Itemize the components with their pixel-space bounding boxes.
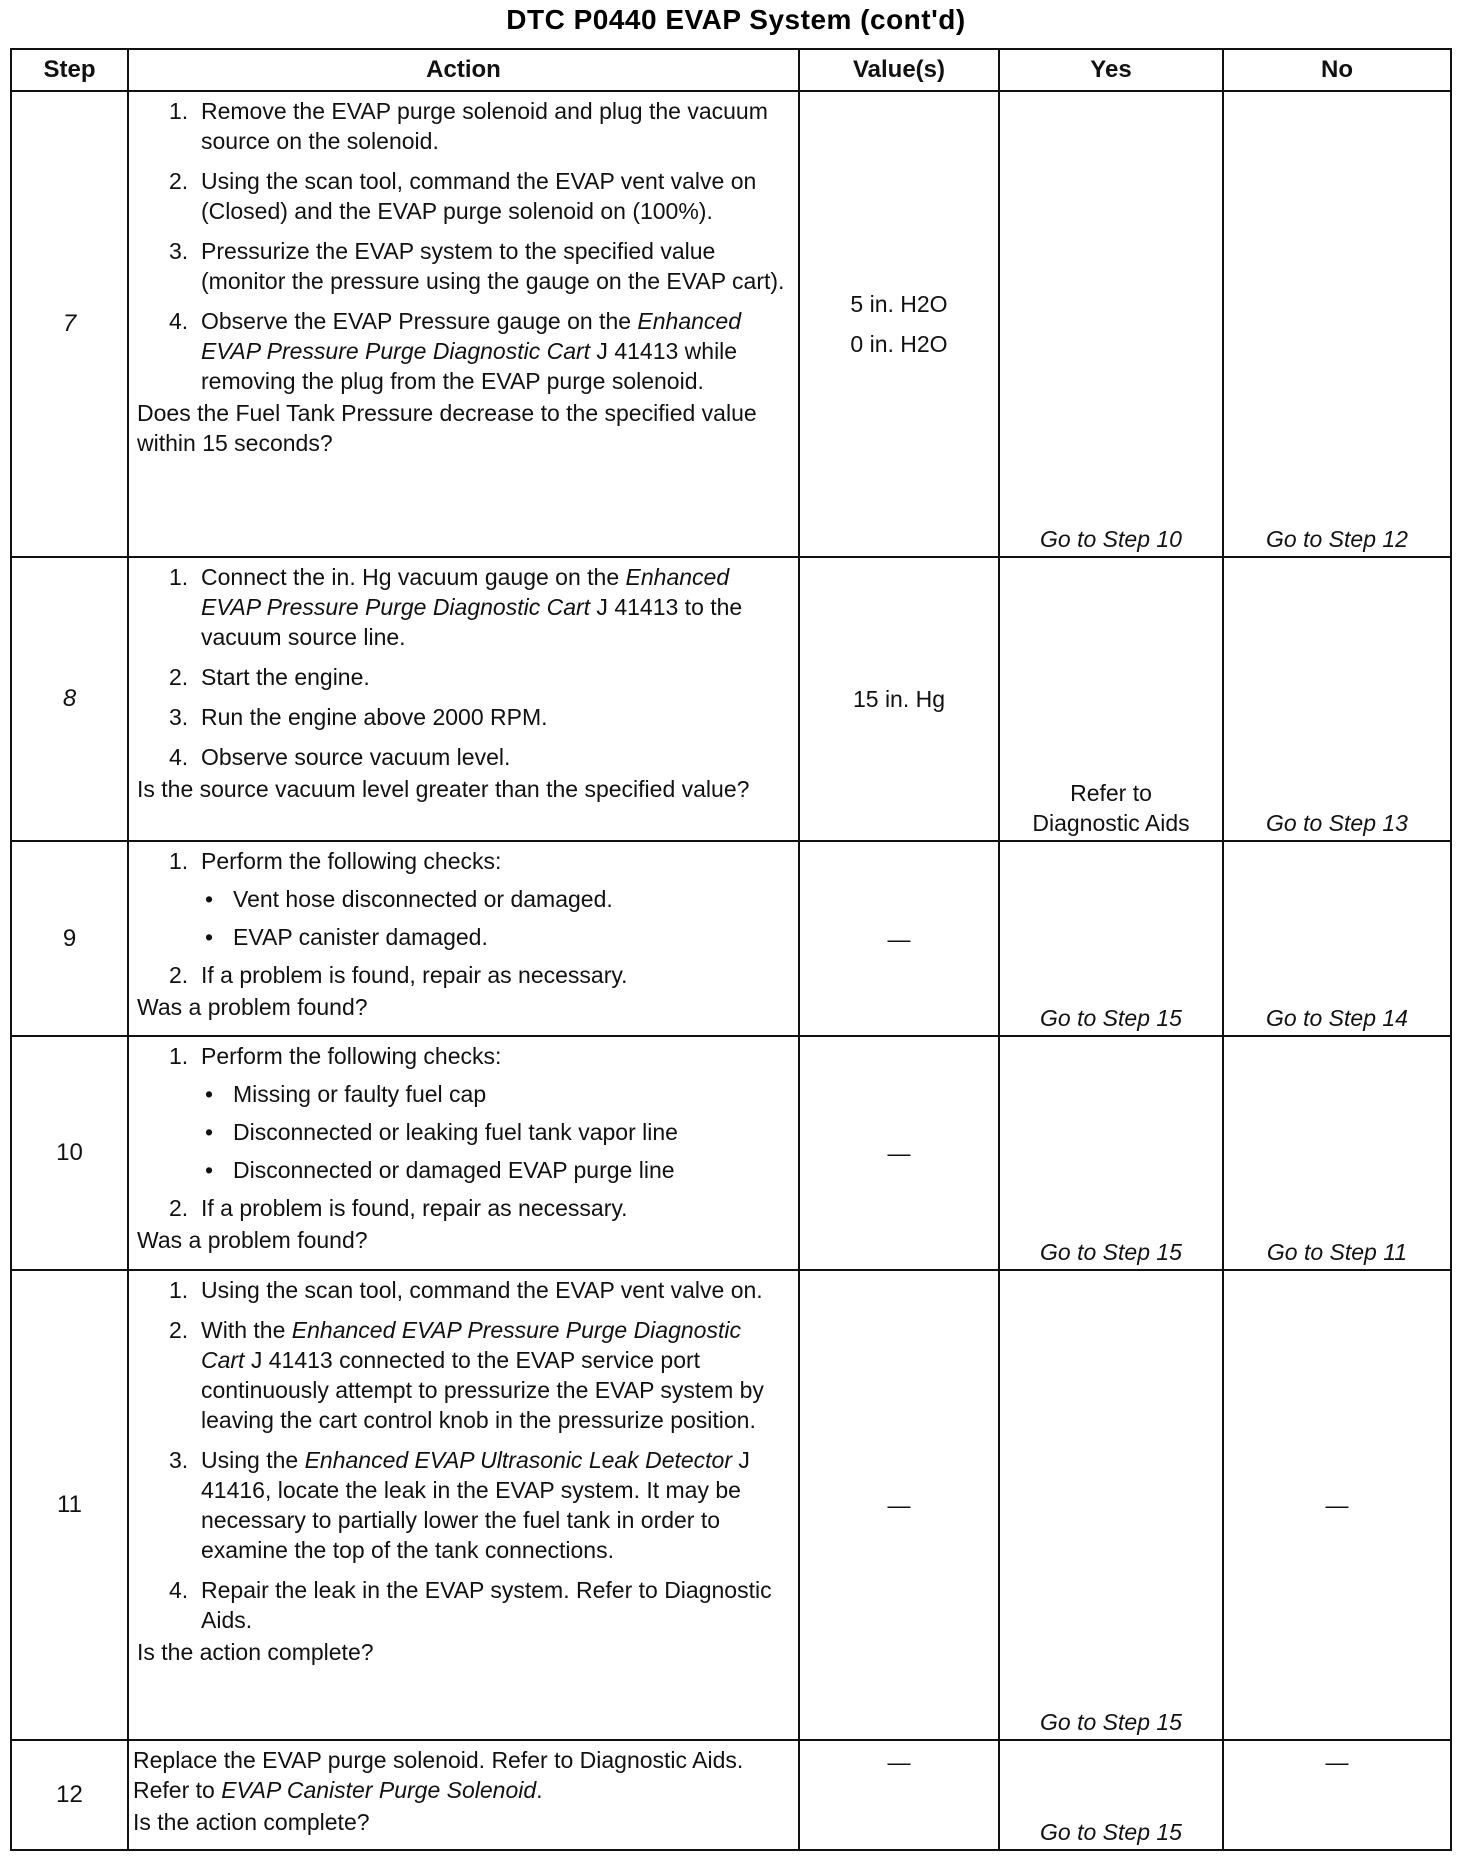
action-cell (128, 841, 799, 1036)
list-item: 2. If a problem is found, repair as necessary. (169, 962, 628, 988)
list-item: 4. Observe the EVAP Pressure gauge on the Enhanced EVAP Pressure Purge Diagnostic Cart J 41413 while removing the plug from the EVAP purge solenoid. (169, 308, 742, 394)
question-text: Is the action complete? (137, 1639, 374, 1665)
goto-link: Go to Step 11 (1266, 1239, 1408, 1265)
substep-list (137, 1041, 790, 1223)
list-item: 2. Start the engine. (169, 664, 370, 690)
list-item: 3. Pressurize the EVAP system to the specified value (monitor the pressure using the gauge on the EVAP cart). (169, 238, 785, 294)
list-item: 4. Repair the leak in the EVAP system. Refer to Diagnostic Aids. (169, 1577, 772, 1633)
no-cell (1223, 841, 1451, 1036)
header-action: Action (128, 49, 799, 91)
yes-cell (999, 1036, 1223, 1270)
no-cell: — (1223, 1740, 1451, 1850)
question-text: Is the action complete? (133, 1809, 370, 1835)
page-title: DTC P0440 EVAP System (cont'd) (506, 4, 966, 35)
no-cell: — (1223, 1270, 1451, 1740)
diagnostic-table (10, 48, 1452, 1851)
list-item: 2. If a problem is found, repair as necessary. (169, 1195, 628, 1221)
goto-link: Go to Step 13 (1266, 810, 1408, 836)
yes-cell (999, 841, 1223, 1036)
list-item: 1. Perform the following checks: • Vent hose disconnected or damaged. • EVAP canister damaged. (169, 846, 790, 952)
header-yes: Yes (999, 49, 1223, 91)
step-number: 9 (11, 841, 128, 1036)
substep-list (137, 562, 790, 772)
goto-link: Go to Step 14 (1266, 1005, 1408, 1031)
bullet-list (169, 884, 790, 952)
action-text: Replace the EVAP purge solenoid. Refer to Diagnostic Aids. Refer to EVAP Canister Purge Solenoid. (133, 1747, 744, 1803)
list-item: • Missing or faulty fuel cap (201, 1079, 790, 1109)
value-cell: — (799, 841, 999, 1036)
goto-link: Go to Step 15 (1040, 1819, 1182, 1845)
action-cell (128, 557, 799, 841)
list-item: • Disconnected or damaged EVAP purge line (201, 1155, 790, 1185)
table-row (11, 91, 1451, 557)
value-cell: — (799, 1036, 999, 1270)
no-cell (1223, 557, 1451, 841)
goto-link: Go to Step 12 (1266, 526, 1408, 552)
list-item: 1. Perform the following checks: • Missing or faulty fuel cap • Disconnected or leaking fuel tank vapor line • Disconnected or damaged EVAP purge line (169, 1041, 790, 1185)
list-item: • EVAP canister damaged. (201, 922, 790, 952)
yes-cell (999, 1270, 1223, 1740)
action-cell (128, 1270, 799, 1740)
question-text: Does the Fuel Tank Pressure decrease to the specified value within 15 seconds? (137, 400, 757, 456)
question-text: Was a problem found? (137, 1227, 368, 1253)
list-item: 4. Observe source vacuum level. (169, 744, 511, 770)
value-cell: — (799, 1740, 999, 1850)
substep-list (137, 96, 790, 396)
list-item: 1. Connect the in. Hg vacuum gauge on the Enhanced EVAP Pressure Purge Diagnostic Cart J 41413 to the vacuum source line. (169, 564, 743, 650)
yes-cell (999, 91, 1223, 557)
list-item: • Disconnected or leaking fuel tank vapor line (201, 1117, 790, 1147)
table-row (11, 1740, 1451, 1850)
question-text: Is the source vacuum level greater than the specified value? (137, 776, 750, 802)
action-cell (128, 1036, 799, 1270)
value-cell: 5 in. H2O 0 in. H2O (799, 91, 999, 557)
table-row (11, 1270, 1451, 1740)
table-row (11, 557, 1451, 841)
header-no: No (1223, 49, 1451, 91)
action-cell (128, 1740, 799, 1850)
goto-link: Go to Step 15 (1040, 1709, 1182, 1735)
value-cell: — (799, 1270, 999, 1740)
table-row (11, 1036, 1451, 1270)
substep-list (137, 846, 790, 990)
list-item: 3. Using the Enhanced EVAP Ultrasonic Leak Detector J 41416, locate the leak in the EVAP system. It may be necessary to partially lower the fuel tank in order to examine the top of the tank connections. (169, 1447, 750, 1563)
goto-link: Go to Step 15 (1040, 1005, 1182, 1031)
list-item: • Vent hose disconnected or damaged. (201, 884, 790, 914)
step-number: 11 (11, 1270, 128, 1740)
yes-cell (999, 557, 1223, 841)
step-number: 12 (11, 1740, 128, 1850)
goto-link: Go to Step 10 (1040, 526, 1182, 552)
no-cell (1223, 91, 1451, 557)
table-row (11, 841, 1451, 1036)
step-number: 7 (11, 91, 128, 557)
list-item: 2. Using the scan tool, command the EVAP vent valve on (Closed) and the EVAP purge solenoid on (100%). (169, 168, 757, 224)
question-text: Was a problem found? (137, 994, 368, 1020)
bullet-list (169, 1079, 790, 1185)
list-item: 3. Run the engine above 2000 RPM. (169, 704, 548, 730)
refer-text: Refer to Diagnostic Aids (1032, 780, 1190, 836)
list-item: 1. Remove the EVAP purge solenoid and plug the vacuum source on the solenoid. (169, 98, 768, 154)
list-item: 2. With the Enhanced EVAP Pressure Purge Diagnostic Cart J 41413 connected to the EVAP service port continuously attempt to pressurize the EVAP system by leaving the cart control knob in the pressurize position. (169, 1317, 764, 1433)
action-cell (128, 91, 799, 557)
table-header-row (11, 49, 1451, 91)
step-number: 10 (11, 1036, 128, 1270)
value-cell: 15 in. Hg (799, 557, 999, 841)
yes-cell (999, 1740, 1223, 1850)
header-values: Value(s) (799, 49, 999, 91)
no-cell (1223, 1036, 1451, 1270)
goto-link: Go to Step 15 (1040, 1239, 1182, 1265)
header-step: Step (11, 49, 128, 91)
substep-list (137, 1275, 790, 1635)
step-number: 8 (11, 557, 128, 841)
list-item: 1. Using the scan tool, command the EVAP vent valve on. (169, 1277, 763, 1303)
